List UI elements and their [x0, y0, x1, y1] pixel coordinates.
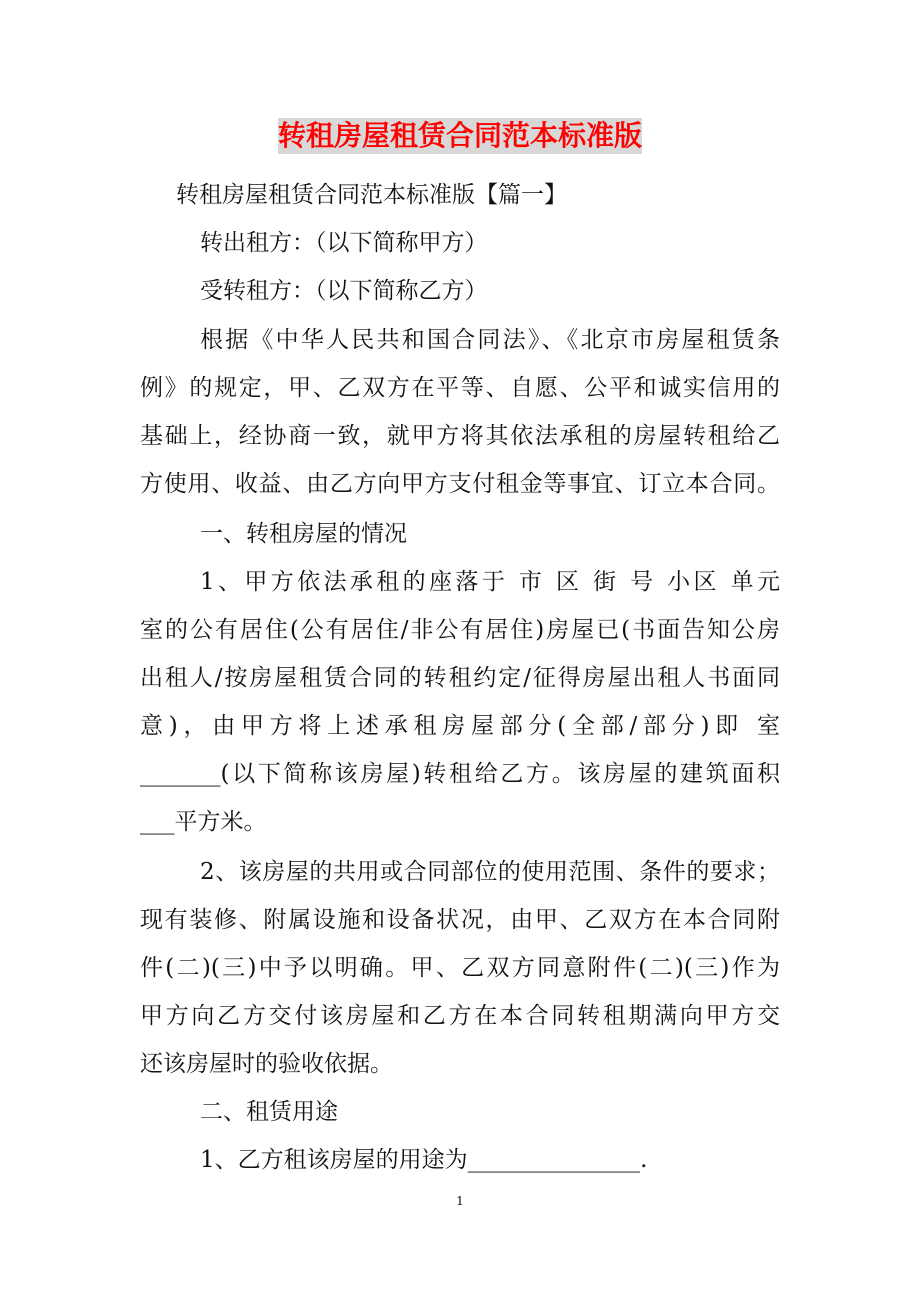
text-line: 转租房屋租赁合同范本标准版【篇一】 — [176, 182, 567, 208]
text-line: 现有装修、附属设施和设备状况，由甲、乙双方在本合同附 — [140, 907, 780, 933]
page-number: 1 — [456, 1194, 464, 1208]
text-line: _______(以下简称该房屋)转租给乙方。该房屋的建筑面积 — [140, 761, 780, 787]
text-line: 件(二)(三)中予以明确。甲、乙双方同意附件(二)(三)作为 — [140, 955, 780, 981]
text-line: 出租人/按房屋租赁合同的转租约定/征得房屋出租人书面同 — [140, 665, 780, 691]
text-line: 1、甲方依法承租的座落于 市 区 街 号 小区 单元 — [200, 569, 780, 595]
text-line: 还该房屋时的验收依据。 — [140, 1051, 393, 1077]
text-line: 例》的规定，甲、乙双方在平等、自愿、公平和诚实信用的 — [140, 375, 780, 401]
text-line: 二、租赁用途 — [200, 1099, 338, 1125]
text-line: 转出租方：（以下简称甲方） — [200, 230, 488, 256]
text-line: 一、转租房屋的情况 — [200, 521, 407, 547]
text-line: 受转租方：（以下简称乙方） — [200, 278, 488, 304]
text-line: 根据《中华人民共和国合同法》、《北京市房屋租赁条 — [200, 327, 780, 353]
text-line: 意)，由甲方将上述承租房屋部分(全部/部分)即 室 — [140, 713, 780, 739]
text-line: 基础上，经协商一致，就甲方将其依法承租的房屋转租给乙 — [140, 423, 780, 449]
text-line: 甲方向乙方交付该房屋和乙方在本合同转租期满向甲方交 — [140, 1003, 780, 1029]
document-title: 转租房屋租赁合同范本标准版 — [278, 119, 643, 152]
text-line: 方使用、收益、由乙方向甲方支付租金等事宜、订立本合同。 — [140, 471, 780, 497]
text-line: 1、乙方租该房屋的用途为_______________. — [200, 1147, 648, 1173]
text-line: 2、该房屋的共用或合同部位的使用范围、条件的要求； — [200, 859, 780, 885]
text-line: 室的公有居住(公有居住/非公有居住)房屋已(书面告知公房 — [140, 617, 780, 643]
text-line: ___平方米。 — [140, 809, 267, 835]
